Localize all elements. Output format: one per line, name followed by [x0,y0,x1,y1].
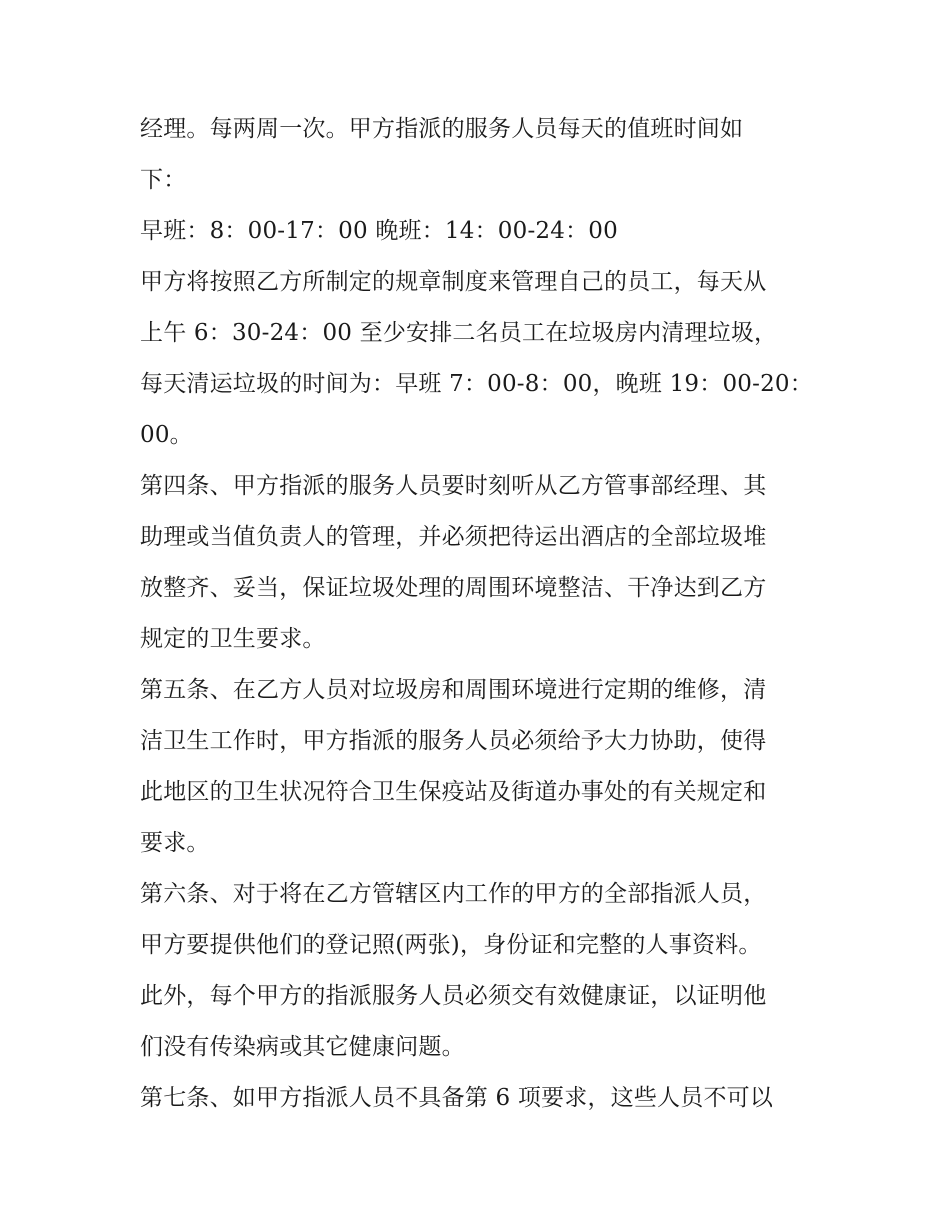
text-line: 早班：8：00-17：00 晚班：14：00-24：00 [140,218,618,244]
text-line: 此地区的卫生状况符合卫生保疫站及街道办事处的有关规定和 [140,779,767,805]
text-line: 第七条、如甲方指派人员不具备第 6 项要求，这些人员不可以 [140,1085,774,1111]
text-line: 第四条、甲方指派的服务人员要时刻听从乙方管事部经理、其 [140,473,767,499]
text-line: 规定的卫生要求。 [140,626,326,652]
text-line: 下： [140,167,187,193]
text-line: 经理。每两周一次。甲方指派的服务人员每天的值班时间如 [140,116,744,142]
text-line: 上午 6：30-24：00 至少安排二名员工在垃圾房内清理垃圾， [140,320,778,346]
text-line: 第五条、在乙方人员对垃圾房和周围环境进行定期的维修，清 [140,677,767,703]
text-line: 洁卫生工作时，甲方指派的服务人员必须给予大力协助，使得 [140,728,767,754]
document-body [140,104,820,1124]
text-line: 00。 [140,422,193,448]
text-line: 第六条、对于将在乙方管辖区内工作的甲方的全部指派人员， [140,881,767,907]
text-line: 此外，每个甲方的指派服务人员必须交有效健康证，以证明他 [140,983,767,1009]
text-line: 甲方要提供他们的登记照(两张)，身份证和完整的人事资料。 [140,932,762,958]
text-line: 要求。 [140,830,210,856]
text-line: 放整齐、妥当，保证垃圾处理的周围环境整洁、干净达到乙方 [140,575,767,601]
text-line: 每天清运垃圾的时间为：早班 7：00-8：00，晚班 19：00-20： [140,371,813,397]
text-line: 甲方将按照乙方所制定的规章制度来管理自己的员工，每天从 [140,269,767,295]
text-line: 助理或当值负责人的管理，并必须把待运出酒店的全部垃圾堆 [140,524,767,550]
text-line: 们没有传染病或其它健康问题。 [140,1034,465,1060]
